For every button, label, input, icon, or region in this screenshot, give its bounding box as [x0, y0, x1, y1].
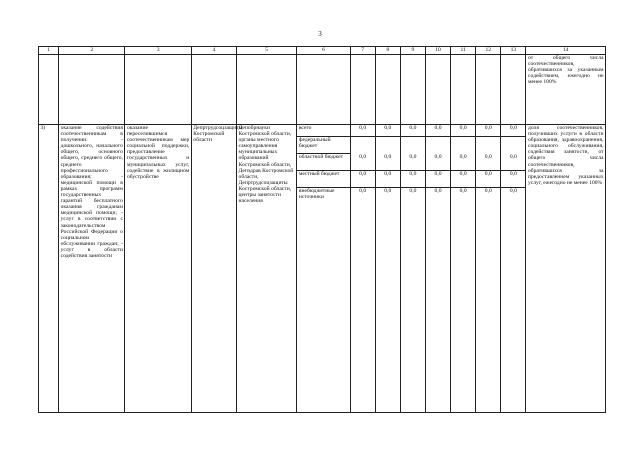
value-cell: 0,0 — [451, 154, 476, 171]
executors-text: Депобрнауки Костромской области, органы местного самоуправления муниципальных образований Костромской области, Депздрав Костромской области, Депртрудсоцзащиты Костромской области, центры занятости населения — [237, 125, 297, 413]
source-cell: федеральный бюджет — [297, 137, 350, 154]
indicator-text: доля соотечественников, получивших услуги в области образования, здравоохранения, социального обслуживания, содействия занятости, от общего числа соотечественников, обратившихся за предоставлением указанных услуг, ежегодно не менее 100% — [526, 125, 606, 413]
value-cell: 0,0 — [375, 188, 400, 413]
value-cell: 0,0 — [451, 171, 476, 188]
source-cell: внебюджетные источники — [297, 188, 350, 413]
page-number: 3 — [318, 30, 322, 38]
value-cell: 0,0 — [375, 154, 400, 171]
value-cell: 0,0 — [501, 171, 526, 188]
measure-text: оказание содействия соотечественникам в получении: - дошкольного, начального общего, основного общего, среднего общего, среднего профессионального образования; - медицинской помощи в рамках программ государственных гарантий бесплатного оказания гражданам медицинской помощи; - услуг в соответствии с законодательством Российской Федерации о социальном обслуживании граждан; - услуг в области содействия занятости — [59, 125, 125, 413]
col-header: 11 — [451, 47, 476, 55]
continued-indicator: от общего числа соотечественников, обратившихся за указанным содействием, ежегодно не менее 100% — [526, 55, 606, 125]
col-header: 3 — [125, 47, 191, 55]
col-header: 9 — [400, 47, 425, 55]
col-header: 6 — [297, 47, 350, 55]
value-cell: 0,0 — [476, 125, 501, 137]
continuation-row — [39, 55, 606, 125]
value-cell: 0,0 — [375, 125, 400, 137]
value-cell: 0,0 — [425, 154, 450, 171]
value-cell: 0,0 — [451, 188, 476, 413]
source-cell: местный бюджет — [297, 171, 350, 188]
col-header: 1 — [39, 47, 59, 55]
value-cell: 0,0 — [400, 154, 425, 171]
value-cell: 0,0 — [350, 188, 375, 413]
value-cell: 0,0 — [425, 171, 450, 188]
row-number: 3) — [39, 125, 59, 413]
col-header: 4 — [191, 47, 236, 55]
col-header: 13 — [501, 47, 526, 55]
value-cell: 0,0 — [400, 125, 425, 137]
value-cell: 0,0 — [476, 188, 501, 413]
value-cell: 0,0 — [400, 188, 425, 413]
table-row — [39, 125, 606, 137]
responsible-text: Депртрудсоцзащиты Костромской области — [191, 125, 236, 413]
value-cell: 0,0 — [425, 188, 450, 413]
value-cell: 0,0 — [476, 171, 501, 188]
program-table — [38, 46, 606, 413]
value-cell: 0,0 — [350, 125, 375, 137]
col-header: 12 — [476, 47, 501, 55]
header-row — [39, 47, 606, 55]
value-cell: 0,0 — [476, 154, 501, 171]
value-cell: 0,0 — [501, 188, 526, 413]
value-cell: 0,0 — [501, 154, 526, 171]
source-cell: областной бюджет — [297, 154, 350, 171]
value-cell: 0,0 — [350, 171, 375, 188]
col-header: 5 — [237, 47, 297, 55]
value-cell: 0,0 — [350, 154, 375, 171]
value-cell: 0,0 — [451, 125, 476, 137]
value-cell: 0,0 — [425, 125, 450, 137]
value-cell: 0,0 — [375, 171, 400, 188]
col-header: 2 — [59, 47, 125, 55]
col-header: 8 — [375, 47, 400, 55]
value-cell: 0,0 — [400, 171, 425, 188]
col-header: 7 — [350, 47, 375, 55]
col-header: 14 — [526, 47, 606, 55]
source-cell: всего — [297, 125, 350, 137]
value-cell: 0,0 — [501, 125, 526, 137]
result-text: оказание переселившимся соотечественникам мер социальной поддержки, предоставление государственных и муниципальных услуг, содействие в жилищном обустройстве — [125, 125, 191, 413]
col-header: 10 — [425, 47, 450, 55]
